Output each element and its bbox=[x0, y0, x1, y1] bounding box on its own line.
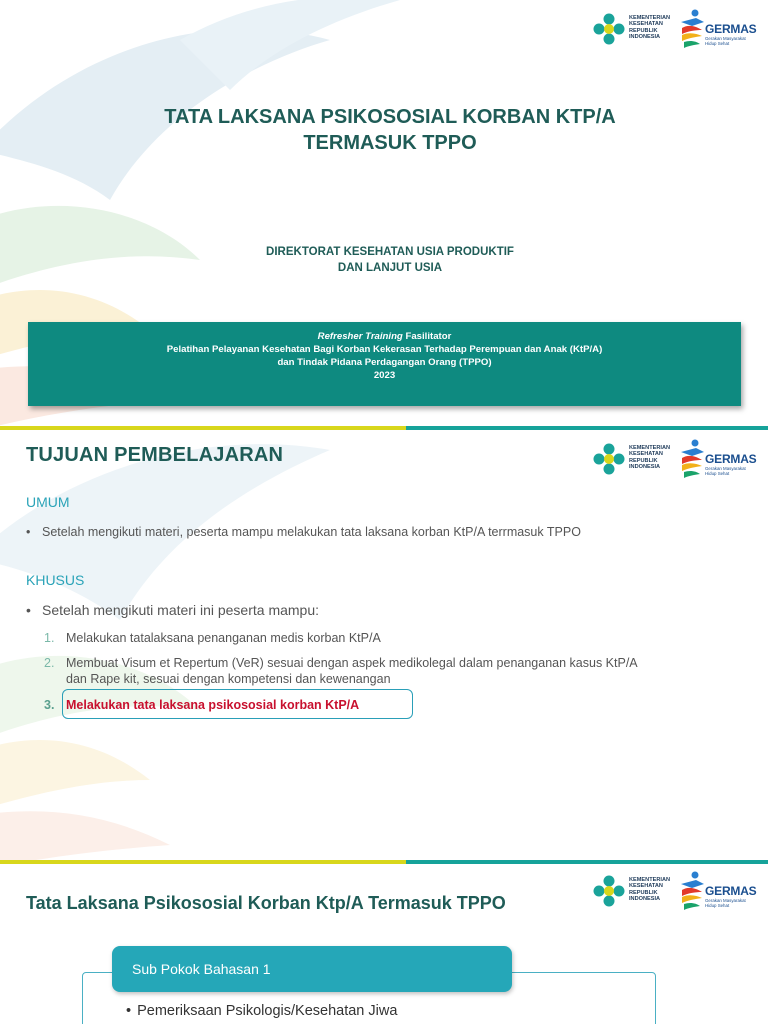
germas-logo bbox=[678, 6, 760, 52]
logo-group bbox=[592, 6, 760, 52]
germas-wordmark: GERMAS bbox=[705, 884, 757, 898]
kemenkes-logo bbox=[592, 10, 674, 48]
kemenkes-text: KEMENTERIAN KESEHATAN REPUBLIK INDONESIA bbox=[629, 15, 671, 41]
germas-icon bbox=[678, 8, 706, 48]
title-line-1: TATA LAKSANA PSIKOSOSIAL KORBAN KTP/A bbox=[164, 106, 616, 128]
item-number: 1. bbox=[44, 631, 55, 645]
item-text bbox=[66, 655, 638, 687]
germas-tagline: Gerakan Masyarakat Hidup Sehat bbox=[705, 898, 746, 908]
kemenkes-icon bbox=[592, 12, 626, 46]
item-number: 2. bbox=[44, 656, 55, 670]
germas-icon bbox=[678, 870, 706, 910]
germas-wordmark: GERMAS bbox=[705, 452, 757, 466]
sub-topic-bullet bbox=[126, 1003, 397, 1019]
bullet-text: Setelah mengikuti materi, peserta mampu melakukan tata laksana korban KtP/A terrmasuk TPPO bbox=[42, 525, 581, 539]
section-heading-umum: UMUM bbox=[26, 494, 70, 510]
bullet-text: Setelah mengikuti materi ini peserta mampu: bbox=[42, 602, 320, 618]
title-line-2: TERMASUK TPPO bbox=[303, 132, 477, 154]
bullet-dot: • bbox=[26, 525, 31, 539]
bullet-dot: • bbox=[126, 1003, 132, 1019]
slide-topic bbox=[0, 860, 768, 1024]
bullet-dot: • bbox=[26, 602, 31, 618]
slide-heading: TUJUAN PEMBELAJARAN bbox=[26, 444, 284, 466]
training-type bbox=[28, 330, 741, 343]
kemenkes-icon bbox=[592, 874, 626, 908]
training-program-line-1: Pelatihan Pelayanan Kesehatan Bagi Korban Kekerasan Terhadap Perempuan dan Anak (KtP/A) bbox=[166, 344, 603, 355]
kemenkes-logo bbox=[592, 872, 674, 910]
section-heading-khusus: KHUSUS bbox=[26, 572, 85, 588]
training-role: Fasilitator bbox=[402, 331, 452, 342]
germas-wordmark: GERMAS bbox=[705, 22, 757, 36]
sub-topic-pill: Sub Pokok Bahasan 1 bbox=[112, 946, 512, 992]
germas-tagline: Gerakan Masyarakat Hidup Sehat bbox=[705, 466, 746, 476]
germas-logo bbox=[678, 868, 760, 914]
divider-yellow-segment bbox=[0, 860, 406, 864]
item-text-line-1: Membuat Visum et Repertum (VeR) sesuai dengan aspek medikolegal dalam penanganan kasus KtP/A bbox=[66, 656, 638, 670]
slide-title bbox=[0, 0, 768, 430]
item-text: Melakukan tatalaksana penanganan medis korban KtP/A bbox=[66, 631, 381, 645]
training-italic: Refresher Training bbox=[317, 331, 403, 342]
item-text: Melakukan tata laksana psikososial korban KtP/A bbox=[66, 698, 360, 712]
directorate-line-1: DIREKTORAT KESEHATAN USIA PRODUKTIF bbox=[266, 246, 514, 258]
divider-teal-segment bbox=[406, 860, 768, 864]
training-info-box bbox=[28, 322, 741, 406]
training-program-line-2: dan Tindak Pidana Perdagangan Orang (TPPO) bbox=[277, 357, 492, 368]
germas-icon bbox=[678, 438, 706, 478]
kemenkes-text: KEMENTERIAN KESEHATAN REPUBLIK INDONESIA bbox=[629, 445, 671, 471]
logo-group bbox=[592, 436, 760, 482]
germas-tagline: Gerakan Masyarakat Hidup Sehat bbox=[705, 36, 746, 46]
kemenkes-icon bbox=[592, 442, 626, 476]
germas-logo bbox=[678, 436, 760, 482]
presentation-title bbox=[80, 104, 700, 156]
item-number: 3. bbox=[44, 698, 55, 712]
kemenkes-logo bbox=[592, 440, 674, 478]
slide-heading: Tata Laksana Psikososial Korban Ktp/A Termasuk TPPO bbox=[26, 893, 506, 913]
directorate-name bbox=[180, 244, 600, 276]
training-year: 2023 bbox=[373, 370, 396, 381]
slide-learning-objectives bbox=[0, 430, 768, 860]
item-text-line-2: dan Rape kit, sesuai dengan kompetensi dan kewenangan bbox=[66, 672, 391, 686]
kemenkes-text: KEMENTERIAN KESEHATAN REPUBLIK INDONESIA bbox=[629, 877, 671, 903]
bullet-text: Pemeriksaan Psikologis/Kesehatan Jiwa bbox=[137, 1003, 398, 1019]
logo-group bbox=[592, 868, 760, 914]
directorate-line-2: DAN LANJUT USIA bbox=[337, 262, 443, 274]
slide-divider bbox=[0, 860, 768, 864]
